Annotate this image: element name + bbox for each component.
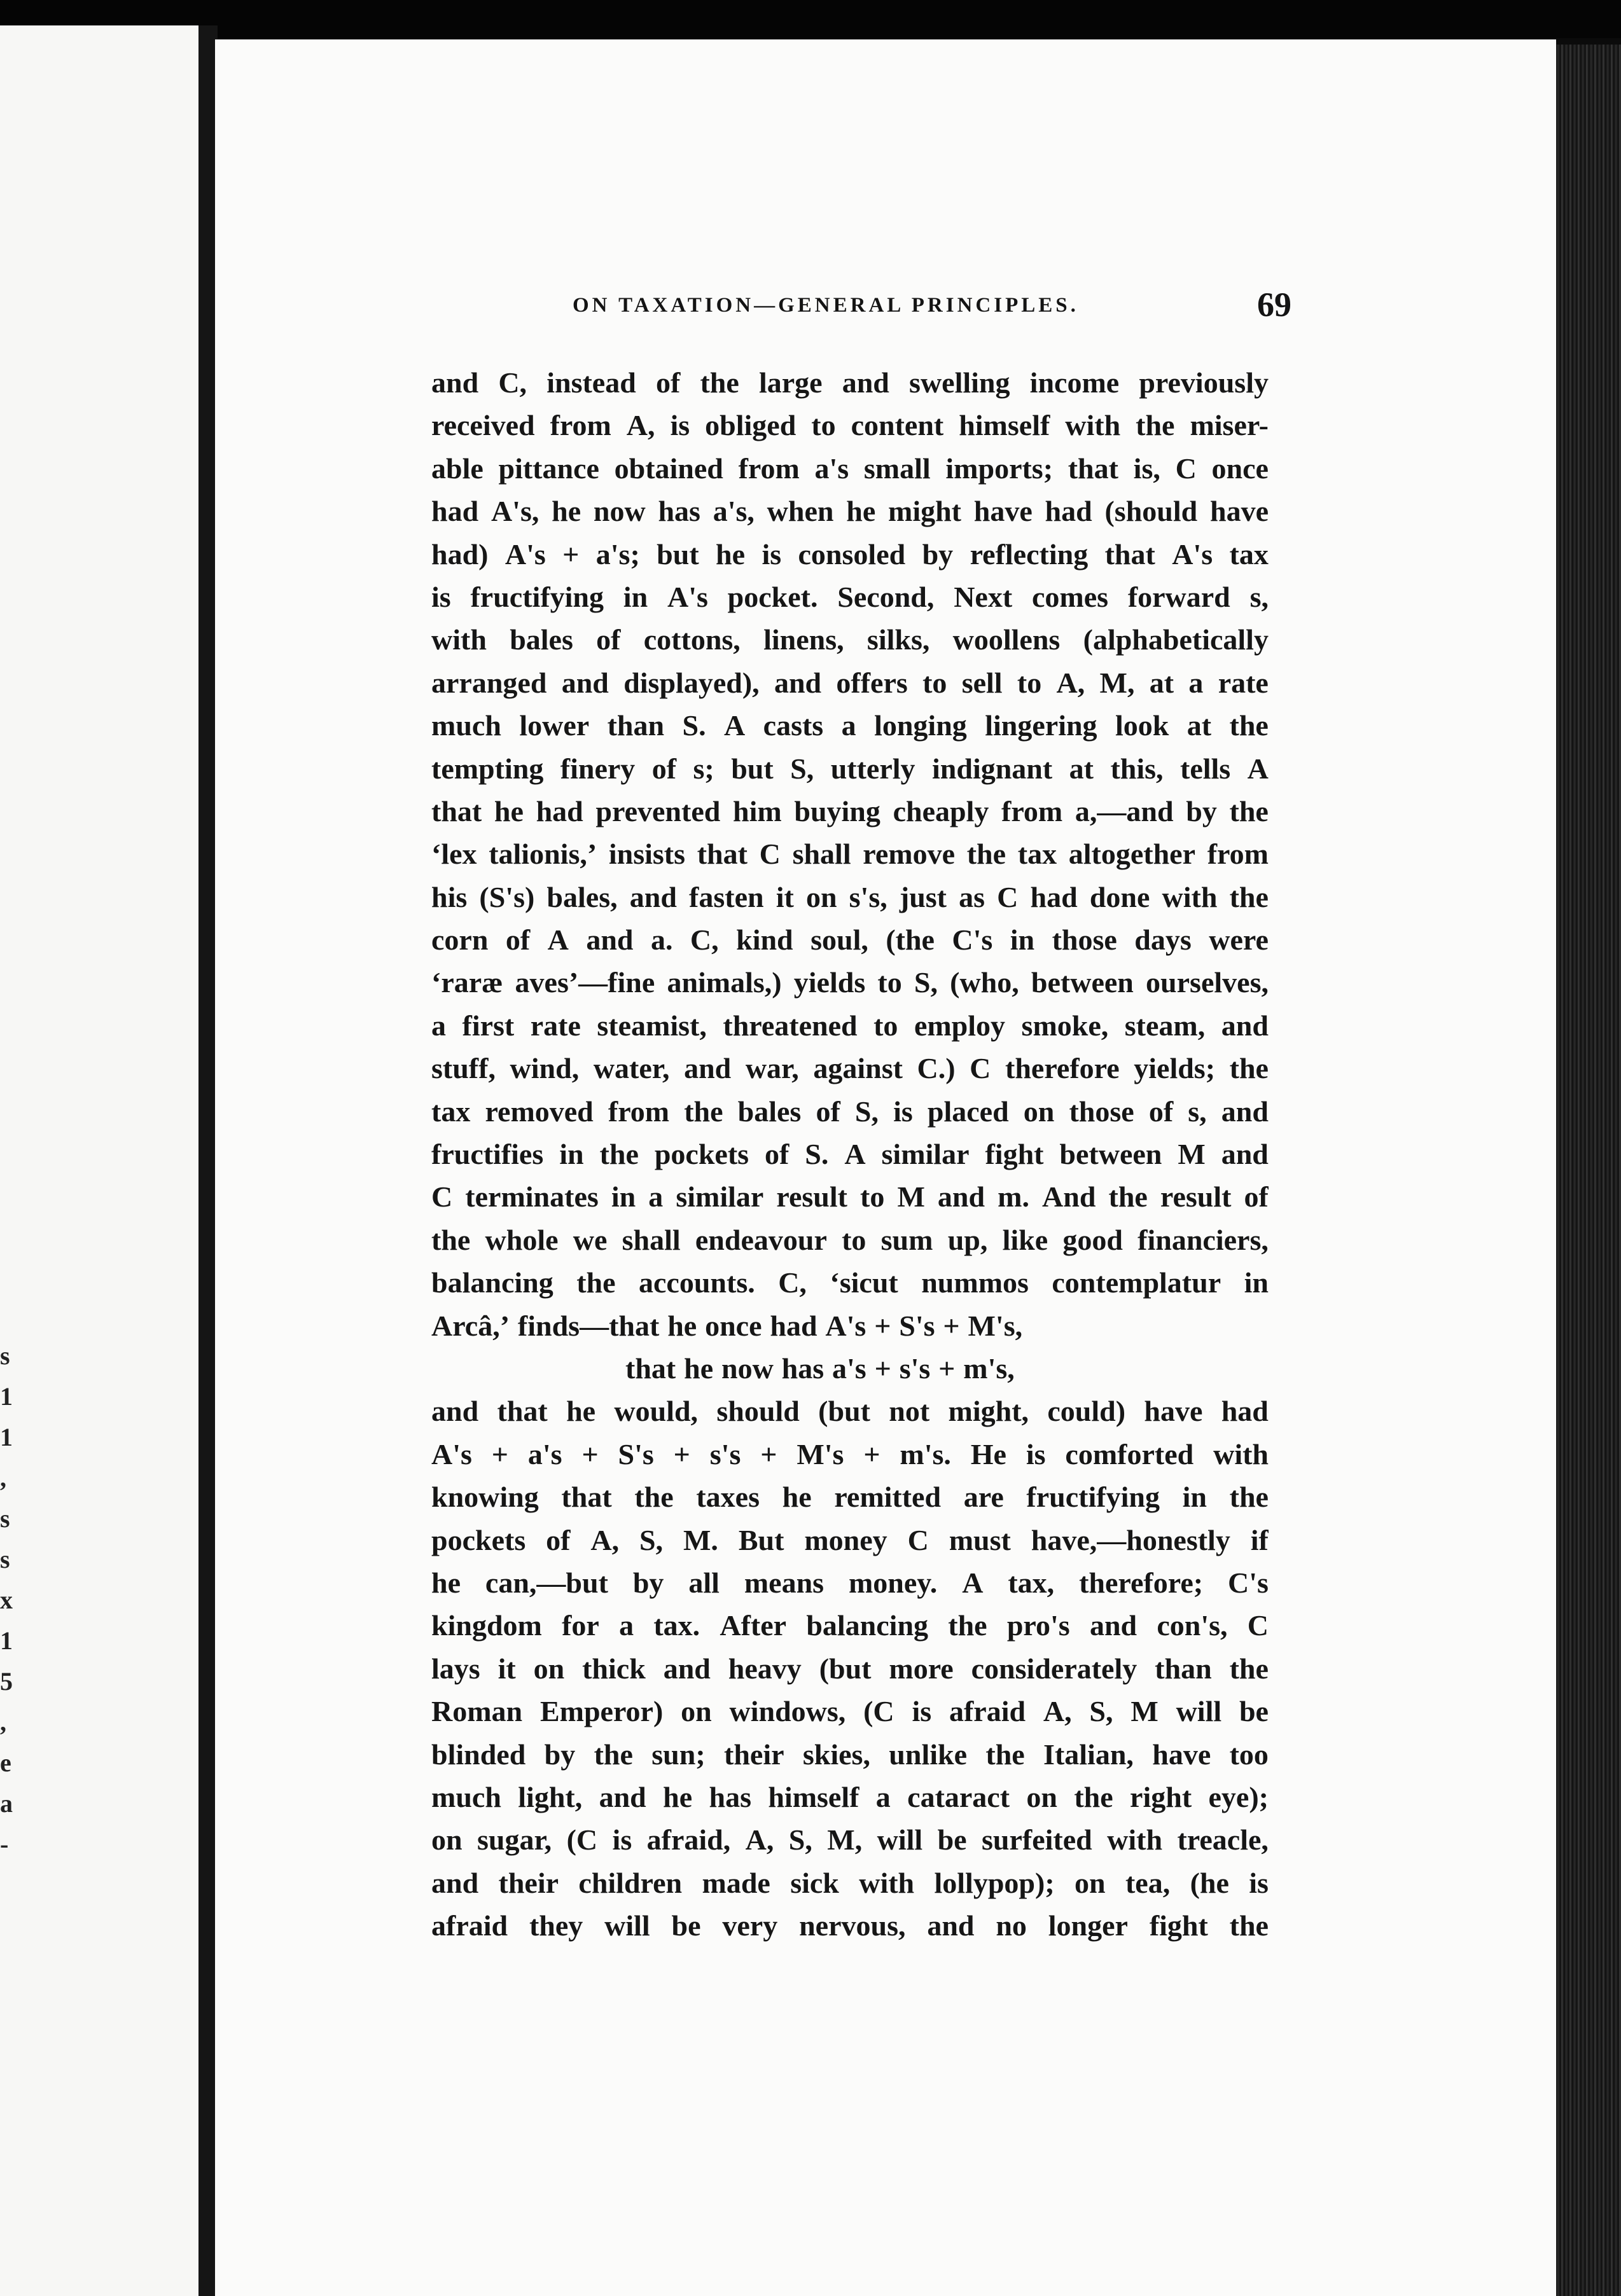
facing-page-fragment: x <box>0 1586 13 1614</box>
facing-page-fragment: s <box>0 1341 10 1370</box>
text-line: balancing the accounts. C, ‘sicut nummos contemplatur in <box>431 1266 1269 1299</box>
text-line: much lower than S. A casts a longing lingering look at the <box>431 709 1269 742</box>
facing-page-fragment: 1 <box>0 1423 13 1451</box>
running-head: ON TAXATION—GENERAL PRINCIPLES. <box>573 294 1079 317</box>
facing-page-fragment: , <box>0 1708 6 1736</box>
facing-page-fragment: , <box>0 1463 6 1492</box>
text-line: ‘lex talionis,’ insists that C shall remove the tax altogether from <box>431 838 1269 871</box>
text-line: blinded by the sun; their skies, unlike the Italian, have too <box>431 1738 1269 1771</box>
text-line: had A's, he now has a's, when he might have had (should have <box>431 495 1269 528</box>
text-line: knowing that the taxes he remitted are fructifying in the <box>431 1481 1269 1514</box>
text-line: that he had prevented him buying cheaply from a,—and by the <box>431 794 1269 827</box>
text-line: ‘raræ aves’—fine animals,) yields to S, (who, between ourselves, <box>431 966 1269 999</box>
text-line: Roman Emperor) on windows, (C is afraid A, S, M will be <box>431 1695 1269 1728</box>
text-line: kingdom for a tax. After balancing the pro's and con's, C <box>431 1609 1269 1642</box>
text-line: with bales of cottons, linens, silks, woollens (alphabetically <box>431 623 1269 656</box>
facing-page-fragment: 1 <box>0 1626 13 1655</box>
facing-page-edge-text <box>0 1336 14 1865</box>
text-line: Arcâ,’ finds—that he once had A's + S's + M's, <box>431 1309 1023 1342</box>
text-line: afraid they will be very nervous, and no longer fight the <box>431 1909 1269 1942</box>
facing-page-fragment: s <box>0 1545 10 1573</box>
text-line: had) A's + a's; but he is consoled by reflecting that A's tax <box>431 537 1269 571</box>
facing-page-fragment: 5 <box>0 1667 13 1696</box>
text-line: lays it on thick and heavy (but more considerately than the <box>431 1652 1269 1685</box>
text-line: is fructifying in A's pocket. Second, Next comes forward s, <box>431 580 1269 613</box>
text-line: tax removed from the bales of S, is placed on those of s, and <box>431 1095 1269 1128</box>
text-line: and their children made sick with lollypop); on tea, (he is <box>431 1866 1269 1899</box>
text-line: a first rate steamist, threatened to employ smoke, steam, and <box>431 1009 1269 1042</box>
text-line: and C, instead of the large and swelling income previously <box>431 366 1269 399</box>
text-line: corn of A and a. C, kind soul, (the C's in those days were <box>431 923 1269 957</box>
text-line: tempting finery of s; but S, utterly indignant at this, tells A <box>431 752 1269 785</box>
facing-page-left <box>0 25 198 2296</box>
text-line: able pittance obtained from a's small imports; that is, C once <box>431 452 1269 485</box>
page-edges-right <box>1556 45 1621 2296</box>
text-line: and that he would, should (but not might, could) have had <box>431 1395 1269 1428</box>
text-line: received from A, is obliged to content himself with the miser- <box>431 409 1269 442</box>
text-line: stuff, wind, water, and war, against C.) C therefore yields; the <box>431 1052 1269 1085</box>
page-number: 69 <box>1257 286 1291 324</box>
facing-page-fragment: 1 <box>0 1382 13 1411</box>
facing-page-fragment: e <box>0 1748 11 1777</box>
text-line: the whole we shall endeavour to sum up, like good financiers, <box>431 1223 1269 1256</box>
text-line: that he now has a's + s's + m's, <box>625 1352 1015 1385</box>
text-line: on sugar, (C is afraid, A, S, M, will be surfeited with treacle, <box>431 1823 1269 1857</box>
text-line: A's + a's + S's + s's + M's + m's. He is comforted with <box>431 1437 1269 1470</box>
text-line: pockets of A, S, M. But money C must have,—honestly if <box>431 1523 1269 1556</box>
facing-page-fragment: a <box>0 1789 13 1818</box>
text-line: his (S's) bales, and fasten it on s's, just as C had done with the <box>431 880 1269 913</box>
text-line: fructifies in the pockets of S. A similar fight between M and <box>431 1138 1269 1171</box>
text-line: C terminates in a similar result to M and m. And the result of <box>431 1180 1269 1214</box>
text-line: arranged and displayed), and offers to sell to A, M, at a rate <box>431 666 1269 699</box>
text-line: he can,—but by all means money. A tax, therefore; C's <box>431 1566 1269 1599</box>
facing-page-fragment: - <box>0 1830 9 1858</box>
facing-page-fragment: s <box>0 1504 10 1533</box>
scan-top-shadow <box>0 0 1621 38</box>
body-text <box>431 361 1269 1947</box>
text-line: much light, and he has himself a cataract on the right eye); <box>431 1780 1269 1813</box>
